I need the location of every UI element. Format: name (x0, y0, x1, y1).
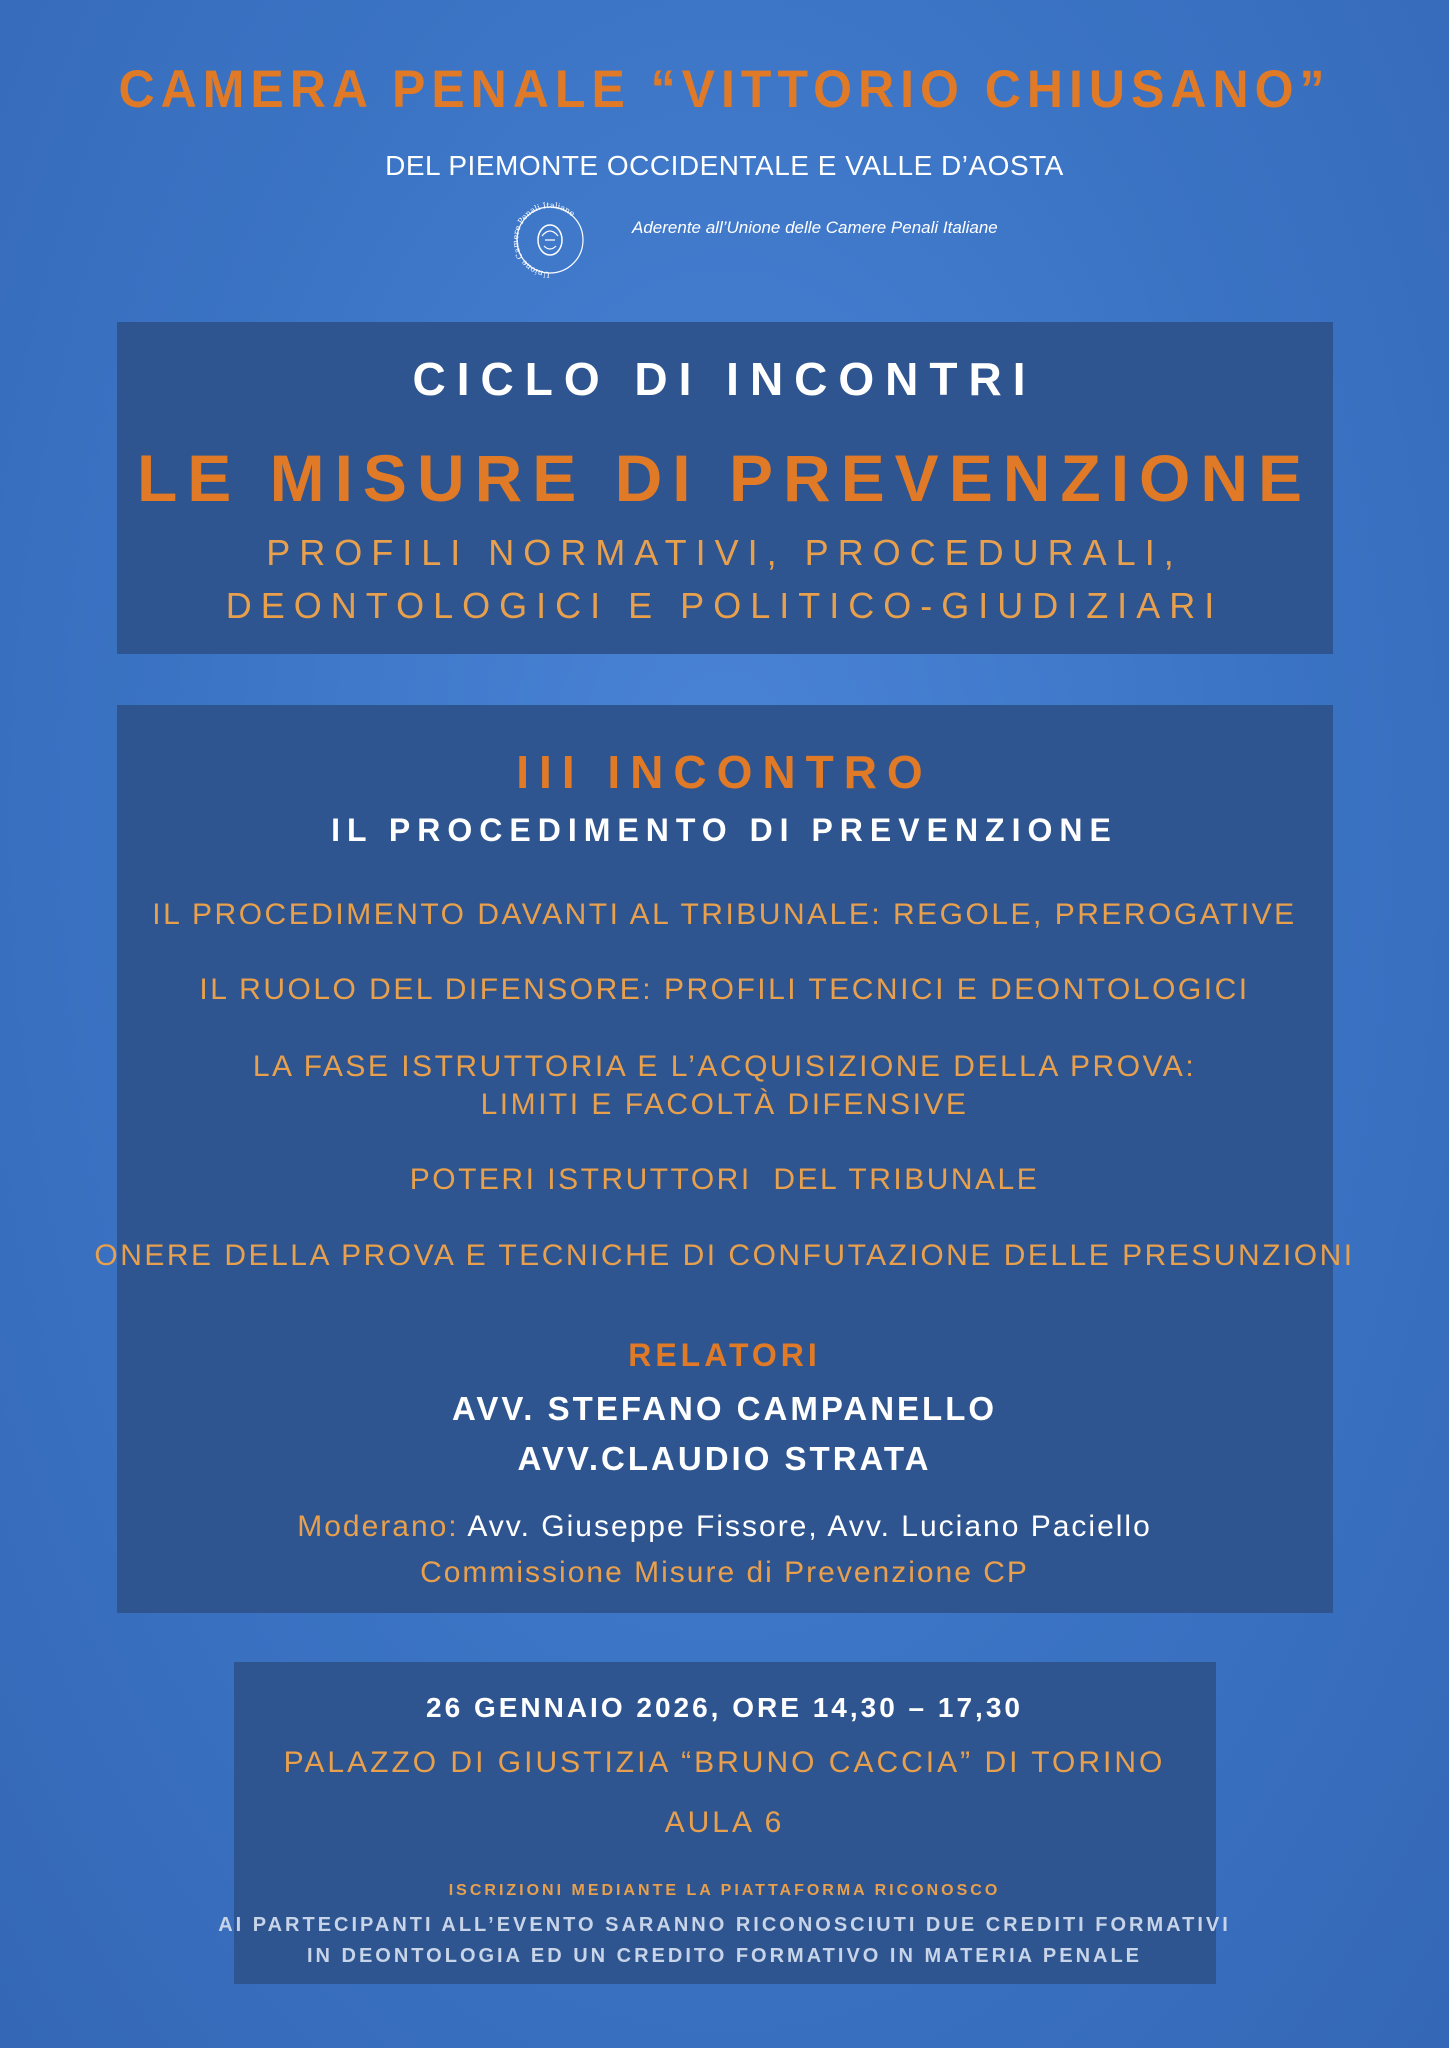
commission-name: Commissione Misure di Prevenzione CP (420, 1556, 1029, 1589)
logo-ring-text: Unione Camere Penali Italiane (510, 200, 577, 280)
event-date-time: 26 GENNAIO 2026, ORE 14,30 – 17,30 (426, 1692, 1023, 1723)
topic-item: IL PROCEDIMENTO DAVANTI AL TRIBUNALE: REGOLE, PREROGATIVE (152, 898, 1297, 931)
moderators-names: Avv. Giuseppe Fissore, Avv. Luciano Paciello (467, 1510, 1152, 1543)
topic-item: IL RUOLO DEL DIFENSORE: PROFILI TECNICI E DEONTOLOGICI (199, 973, 1250, 1006)
series-subtitle-line2: DEONTOLOGICI E POLITICO-GIUDIZIARI (225, 585, 1224, 626)
registration-note: ISCRIZIONI MEDIANTE LA PIATTAFORMA RICONOSCO (448, 1882, 1001, 1899)
series-title: LE MISURE DI PREVENZIONE (136, 441, 1313, 515)
topic-item: ONERE DELLA PROVA E TECNICHE DI CONFUTAZIONE DELLE PRESUNZIONI (94, 1239, 1355, 1272)
event-venue: PALAZZO DI GIUSTIZIA “BRUNO CACCIA” DI TORINO (283, 1746, 1166, 1779)
topic-item-continuation: LIMITI E FACOLTÀ DIFENSIVE (480, 1088, 969, 1121)
topic-item: LA FASE ISTRUTTORIA E L’ACQUISIZIONE DELLA PROVA: (252, 1050, 1197, 1083)
speaker-name: AVV.CLAUDIO STRATA (517, 1440, 932, 1477)
svg-text:Unione Camere Penali Italiane (511, 201, 577, 279)
moderators-line (0, 1510, 1449, 1544)
meeting-number: III INCONTRO (516, 746, 933, 798)
speaker-name: AVV. STEFANO CAMPANELLO (451, 1390, 998, 1427)
series-label: CICLO DI INCONTRI (412, 353, 1037, 405)
speakers-label: RELATORI (628, 1337, 821, 1373)
org-title: CAMERA PENALE “VITTORIO CHIUSANO” (118, 59, 1331, 119)
affiliation-text: Aderente all’Unione delle Camere Penali Italiane (632, 218, 998, 237)
series-subtitle-line1: PROFILI NORMATIVI, PROCEDURALI, (266, 532, 1183, 573)
meeting-title: IL PROCEDIMENTO DI PREVENZIONE (331, 812, 1118, 848)
topic-item: POTERI ISTRUTTORI DEL TRIBUNALE (409, 1163, 1040, 1196)
credits-note-line2: IN DEONTOLOGIA ED UN CREDITO FORMATIVO IN MATERIA PENALE (306, 1945, 1143, 1967)
event-room: AULA 6 (664, 1806, 785, 1839)
credits-note-line1: AI PARTECIPANTI ALL’EVENTO SARANNO RICONOSCIUTI DUE CREDITI FORMATIVI (218, 1914, 1231, 1936)
moderators-label: Moderano: (297, 1510, 459, 1543)
org-subtitle: DEL PIEMONTE OCCIDENTALE E VALLE D’AOSTA (385, 150, 1064, 181)
ucpi-seal-icon (505, 200, 595, 280)
